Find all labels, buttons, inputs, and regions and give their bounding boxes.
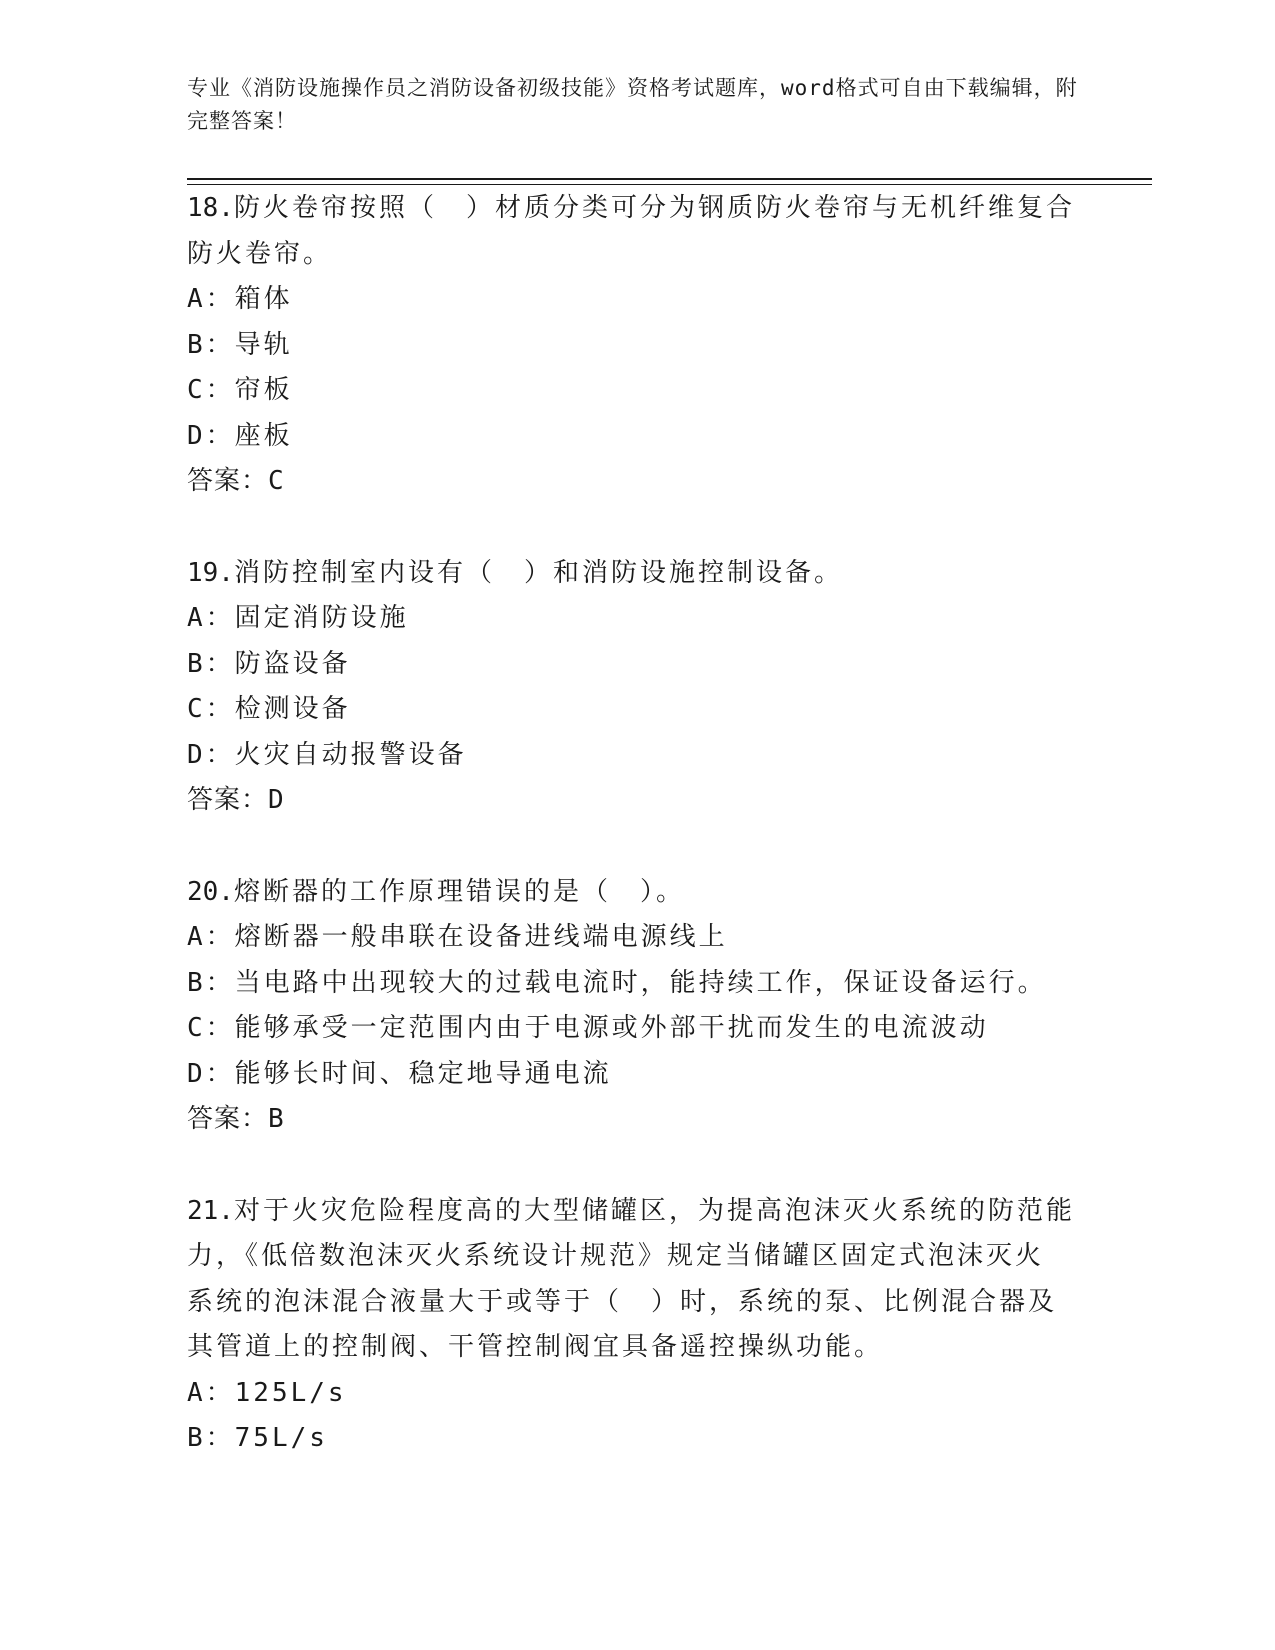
answer-value: D [268,785,285,815]
option-b: B：防盗设备 [187,648,351,679]
question-stem-line: 防火卷帘。 [187,238,333,269]
option-d: D：火灾自动报警设备 [187,739,467,770]
question-stem-line: 力，《低倍数泡沫灭火系统设计规范》规定当储罐区固定式泡沫灭火 [187,1241,1045,1271]
question-stem-line: 防火卷帘按照（ ）材质分类可分为钢质防火卷帘与无机纤维复合 [233,193,1075,223]
option-a: A：熔断器一般串联在设备进线端电源线上 [187,922,728,952]
question-stem-line: 对于火灾危险程度高的大型储罐区，为提高泡沫灭火系统的防范能 [233,1195,1075,1226]
question-stem [187,1189,1087,1235]
answer-value: C [268,466,285,496]
answer [187,459,1087,505]
option-d: D：能够长时间、稳定地导通电流 [187,1058,612,1089]
option-c: C：帘板 [187,375,293,405]
page-header: 专业《消防设施操作员之消防设备初级技能》资格考试题库，word格式可自由下载编辑，附完整答案！ [187,76,1078,133]
option-c: C：能够承受一定范围内由于电源或外部干扰而发生的电流波动 [187,1013,989,1043]
question-number: 19. [187,557,234,588]
question-number: 20. [187,876,234,907]
question-stem-line: 系统的泡沫混合液量大于或等于（ ）时，系统的泵、比例混合器及 [187,1286,1058,1317]
question-stem-line: 其管道上的控制阀、干管控制阀宜具备遥控操纵功能。 [187,1332,884,1362]
option-b: B：导轨 [187,329,293,360]
question-20 [187,870,1087,1143]
answer [187,778,1087,824]
answer [187,1097,1087,1143]
option-a: A：箱体 [187,284,293,314]
question-stem [187,186,1087,232]
option-a: A：125L/s [187,1377,347,1408]
answer-label: 答案： [187,466,269,496]
question-stem-line: 熔断器的工作原理错误的是（ ）。 [233,876,685,907]
option-a: A：固定消防设施 [187,603,409,633]
option-b: B：当电路中出现较大的过载电流时，能持续工作，保证设备运行。 [187,967,1047,998]
question-21 [187,1189,1087,1462]
question-stem-line: 消防控制室内设有（ ）和消防设施控制设备。 [233,557,843,588]
answer-value: B [268,1104,285,1134]
question-number: 21. [187,1195,234,1226]
header-rule [187,178,1152,185]
question-list [187,186,1087,1462]
option-b: B：75L/s [187,1423,328,1453]
option-d: D：座板 [187,420,293,451]
question-stem [187,870,1087,916]
answer-label: 答案： [187,785,269,815]
option-c: C：检测设备 [187,694,351,724]
question-number: 18. [187,193,234,223]
question-18 [187,186,1087,505]
answer-label: 答案： [187,1104,269,1134]
question-19 [187,551,1087,824]
question-stem [187,551,1087,597]
